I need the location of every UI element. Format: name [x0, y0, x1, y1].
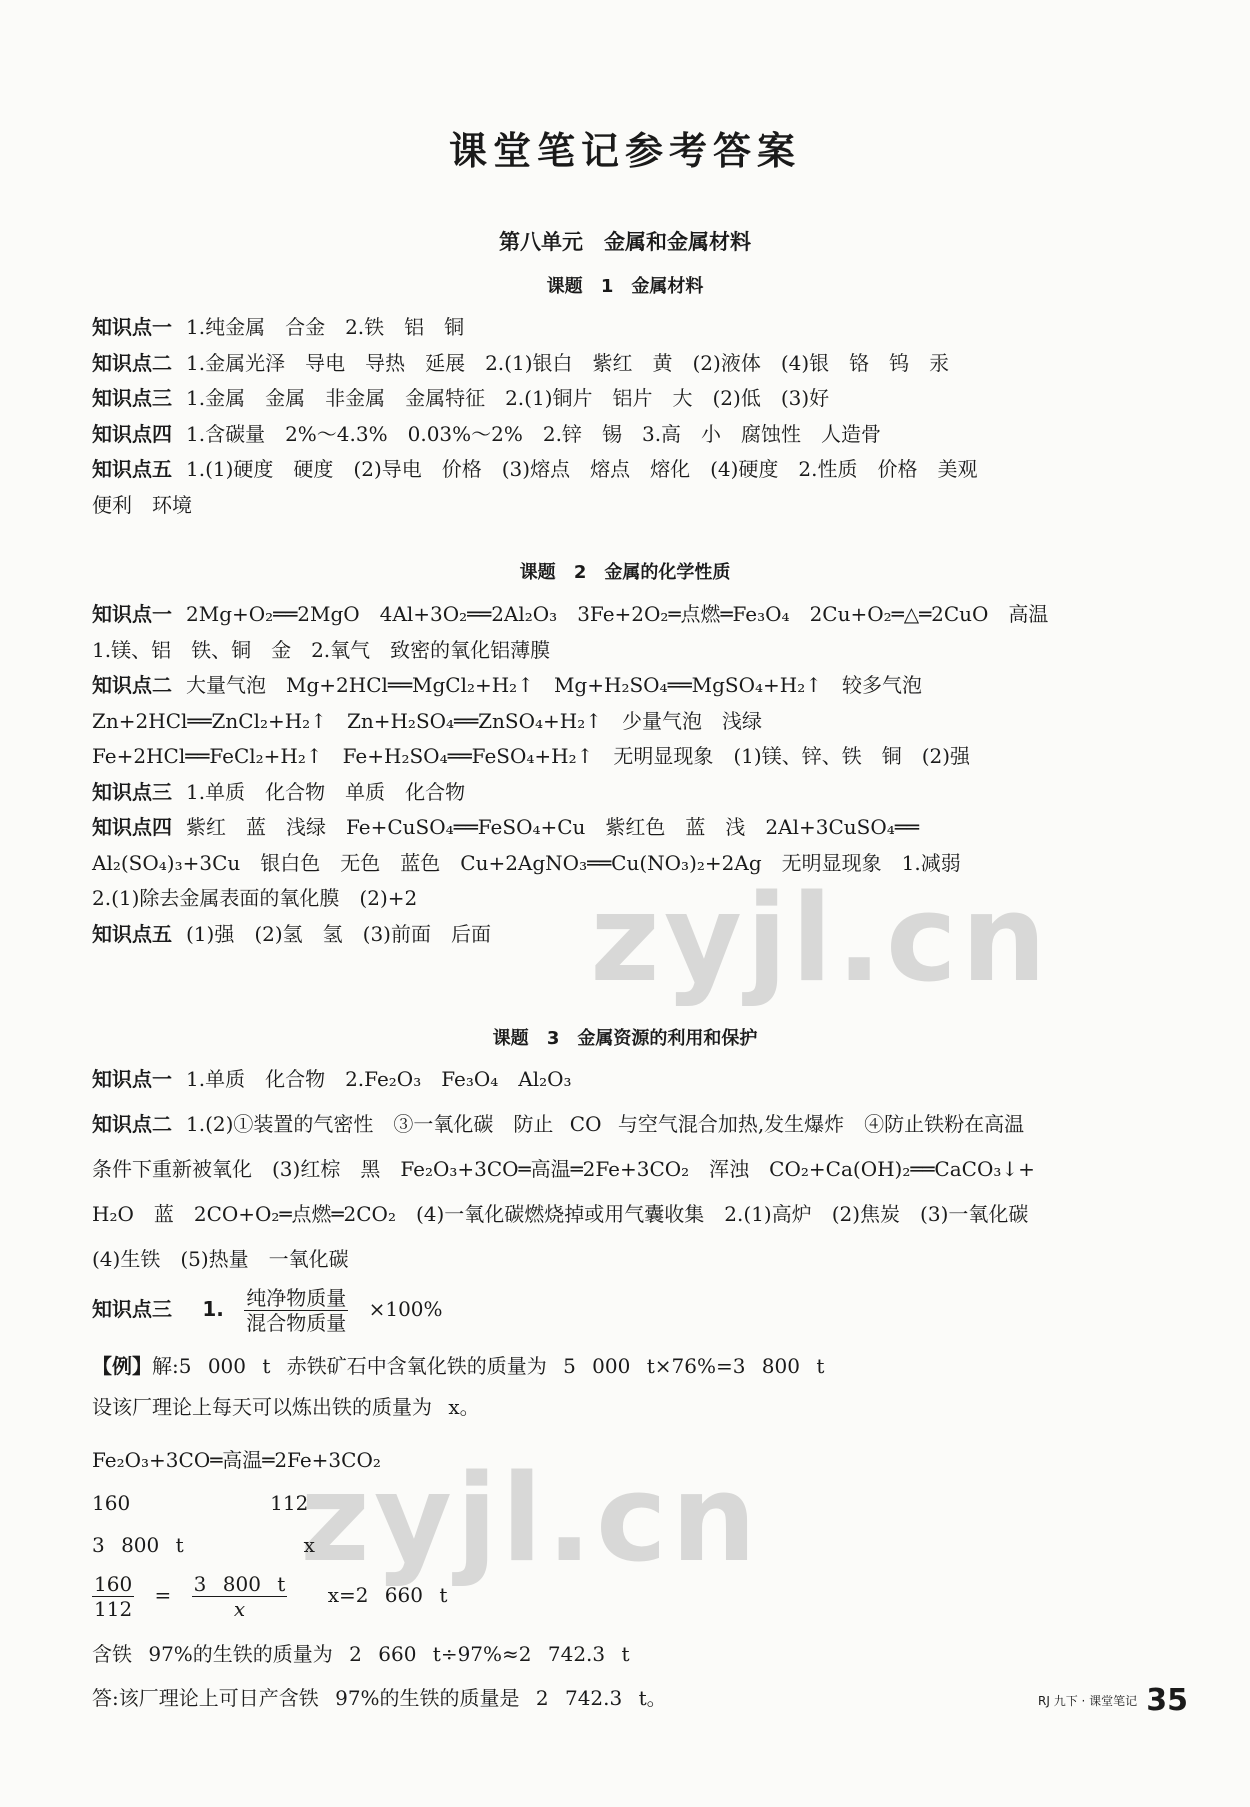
watermark: zyjl.cn: [590, 870, 1051, 1009]
knowledge-point-label: 知识点一: [92, 315, 172, 339]
fraction-numerator: 3 800 t: [193, 1572, 286, 1596]
knowledge-point-label: 知识点一: [92, 602, 172, 626]
answer-text: 大量气泡 Mg+2HCl══MgCl₂+H₂↑ Mg+H₂SO₄══MgSO₄+H₂↑ 较多气泡: [186, 673, 923, 697]
example-text: 解:5 000 t 赤铁矿石中含氧化铁的质量为 5 000 t×76%=3 800 t: [152, 1354, 825, 1378]
answer-line: [92, 384, 1172, 412]
answer-line: [92, 313, 1172, 341]
knowledge-point-label: 知识点五: [92, 457, 172, 481]
knowledge-point-label: 知识点二: [92, 350, 172, 375]
answer-text: 2.(1)除去金属表面的氧化膜 (2)+2: [92, 886, 418, 910]
proportion-fraction-2: [192, 1572, 288, 1621]
example-line-after-1: 含铁 97%的生铁的质量为 2 660 t÷97%≈2 742.3 t: [92, 1642, 630, 1666]
answer-text: 1.(1)硬度 硬度 (2)导电 价格 (3)熔点 熔点 熔化 (4)硬度 2.性质 价格 美观: [186, 457, 978, 481]
knowledge-point-label: 知识点三: [92, 386, 172, 410]
knowledge-point-label: 知识点二: [92, 1112, 172, 1136]
answer-line: [92, 1155, 1172, 1183]
answer-line: [92, 1110, 1172, 1138]
answer-line: [92, 671, 1172, 699]
fraction-numerator: 纯净物质量: [246, 1286, 347, 1310]
answer-line: [92, 491, 1172, 519]
answer-text: Fe+2HCl══FeCl₂+H₂↑ Fe+H₂SO₄══FeSO₄+H₂↑ 无明显现象 (1)镁、锌、铁 铜 (2)强: [92, 744, 971, 768]
answer-text: 1.单质 化合物 2.Fe₂O₃ Fe₃O₄ Al₂O₃: [186, 1067, 572, 1091]
answer-text: Zn+2HCl══ZnCl₂+H₂↑ Zn+H₂SO₄══ZnSO₄+H₂↑ 少量气泡 浅绿: [92, 708, 763, 733]
knowledge-point-label: 知识点四: [92, 815, 172, 839]
knowledge-point-label: 知识点三: [92, 1297, 172, 1321]
example-tag: 【例】: [92, 1354, 152, 1378]
answer-line: [92, 849, 1172, 877]
knowledge-point-label: 知识点一: [92, 1067, 172, 1091]
answer-line: [92, 884, 1172, 912]
answer-line: [92, 420, 1172, 448]
answer-line: [92, 920, 1172, 948]
answer-line: [92, 1065, 1172, 1093]
page-title: 课堂笔记参考答案: [448, 129, 801, 173]
proportion-fraction-1: [92, 1572, 134, 1621]
example-answer: 答:该厂理论上可日产含铁 97%的生铁的质量是 2 742.3 t。: [92, 1686, 667, 1710]
answer-line: [92, 349, 1172, 377]
answer-text: 1.纯金属 合金 2.铁 铝 铜: [186, 315, 465, 339]
answer-text: 1.镁、铝 铁、铜 金 2.氧气 致密的氧化铝薄膜: [92, 637, 551, 662]
answer-text: 1.金属 金属 非金属 金属特征 2.(1)铜片 铝片 大 (2)低 (3)好: [186, 386, 830, 410]
answer-text: 条件下重新被氧化 (3)红棕 黑 Fe₂O₃+3CO═高温═2Fe+3CO₂ 浑浊 CO₂+Ca(OH)₂══CaCO₃↓+: [92, 1157, 1035, 1181]
unit-title: 第八单元 金属和金属材料: [499, 230, 751, 254]
knowledge-point-label: 知识点二: [92, 673, 172, 697]
answer-line: [92, 1200, 1172, 1228]
example-line-5: 3 800 t x: [92, 1533, 315, 1557]
knowledge-point-3-formula: [92, 1286, 1172, 1335]
answer-text: 1.单质 化合物 单质 化合物: [186, 779, 466, 804]
answer-line: [92, 778, 1172, 806]
purity-fraction: [244, 1286, 348, 1335]
example-line-1: [92, 1352, 1172, 1380]
example-line-2: 设该厂理论上每天可以炼出铁的质量为 x。: [92, 1395, 480, 1419]
answer-text: H₂O 蓝 2CO+O₂═点燃═2CO₂ (4)一氧化碳燃烧掉或用气囊收集 2.(1)高炉 (2)焦炭 (3)一氧化碳: [92, 1202, 1029, 1226]
lesson-1-title: 课题 1 金属材料: [546, 276, 704, 297]
answer-text: (1)强 (2)氢 氢 (3)前面 后面: [186, 921, 491, 946]
answer-line: [92, 742, 1172, 770]
answer-line: [92, 707, 1172, 735]
lesson-3-title: 课题 3 金属资源的利用和保护: [492, 1028, 758, 1049]
item-number: 1.: [202, 1297, 224, 1321]
knowledge-point-label: 知识点四: [92, 421, 172, 446]
answer-text: 紫红 蓝 浅绿 Fe+CuSO₄══FeSO₄+Cu 紫红色 蓝 浅 2Al+3CuSO₄══: [186, 815, 919, 839]
answer-line: [92, 1245, 1172, 1273]
answer-text: 1.含碳量 2%～4.3% 0.03%～2% 2.锌 锡 3.高 小 腐蚀性 人造骨: [186, 421, 882, 446]
fraction-denominator: x: [233, 1597, 246, 1621]
answer-text: Al₂(SO₄)₃+3Cu 银白色 无色 蓝色 Cu+2AgNO₃══Cu(NO₃)₂+2Ag 无明显现象 1.减弱: [92, 850, 961, 875]
answer-line: [92, 636, 1172, 664]
fraction-suffix: ×100%: [368, 1297, 443, 1321]
knowledge-point-label: 知识点五: [92, 921, 172, 946]
equals-sign: =: [154, 1583, 172, 1607]
answer-text: 便利 环境: [92, 492, 192, 517]
example-proportion: [92, 1572, 1172, 1621]
fraction-denominator: 112: [94, 1597, 133, 1621]
fraction-numerator: 160: [94, 1572, 133, 1596]
knowledge-point-label: 知识点三: [92, 779, 172, 804]
page-footer: [1038, 1683, 1188, 1718]
answer-text: 2Mg+O₂══2MgO 4Al+3O₂══2Al₂O₃ 3Fe+2O₂═点燃═Fe₃O₄ 2Cu+O₂═△═2CuO 高温: [186, 602, 1049, 626]
answer-line: [92, 600, 1172, 628]
answer-text: 1.金属光泽 导电 导热 延展 2.(1)银白 紫红 黄 (2)液体 (4)银 铬 钨 汞: [186, 350, 950, 375]
answer-line: [92, 813, 1172, 841]
answer-text: 1.(2)①装置的气密性 ③一氧化碳 防止 CO 与空气混合加热,发生爆炸 ④防止铁粉在高温: [186, 1112, 1025, 1136]
example-line-4: 160 112: [92, 1491, 309, 1515]
answer-text: (4)生铁 (5)热量 一氧化碳: [92, 1247, 349, 1271]
watermark: zyjl.cn: [300, 1450, 761, 1589]
page-number: 35: [1146, 1683, 1188, 1718]
lesson-2-title: 课题 2 金属的化学性质: [519, 562, 731, 583]
answer-line: [92, 455, 1172, 483]
example-line-3: Fe₂O₃+3CO═高温═2Fe+3CO₂: [92, 1448, 381, 1472]
proportion-result: x=2 660 t: [327, 1583, 448, 1607]
footer-text: RJ 九下 · 课堂笔记: [1038, 1694, 1138, 1708]
fraction-denominator: 混合物质量: [246, 1311, 347, 1335]
